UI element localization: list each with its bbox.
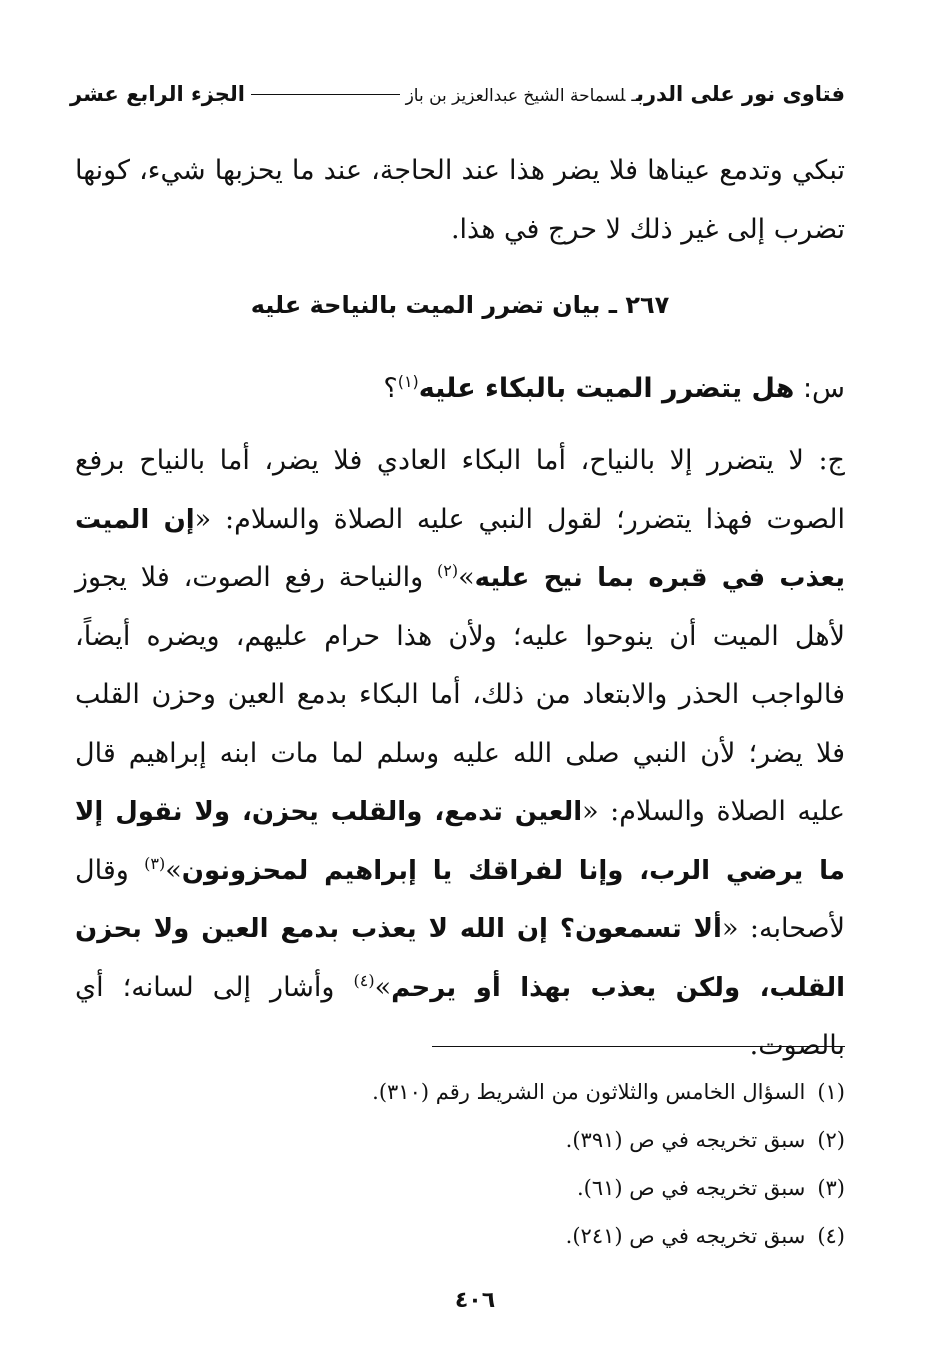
footnote-ref-2: (٢)	[437, 561, 459, 580]
header-book-title	[406, 82, 845, 106]
footnote-number: (٢)	[817, 1128, 845, 1152]
footnote-item	[75, 1164, 845, 1212]
footnote-number: (٤)	[817, 1224, 845, 1248]
footnote-ref-1: (١)	[397, 372, 419, 391]
footnote-item	[75, 1068, 845, 1116]
footnote-text: سبق تخريجه في ص (٢٤١).	[565, 1224, 806, 1248]
header-separator: ـ	[631, 86, 637, 105]
header-rule	[251, 94, 400, 95]
quote-close-2: »	[165, 854, 182, 886]
section-heading: ٢٦٧ ـ بيان تضرر الميت بالنياحة عليه	[250, 291, 670, 319]
answer-paragraph	[75, 432, 845, 1076]
footnote-text: سبق تخريجه في ص (٦١).	[576, 1176, 806, 1200]
footnote-item	[75, 1116, 845, 1164]
footnote-ref-4: (٤)	[353, 970, 375, 990]
question-prefix: س:	[802, 373, 845, 404]
hadith-quote-2: العين تدمع، والقلب يحزن، ولا نقول إلا ما يرضي الرب، وإنا لفراقك يا إبراهيم لمحزونون	[75, 797, 846, 886]
footnotes-list	[75, 1068, 845, 1260]
footnote-separator	[432, 1046, 845, 1047]
running-header	[70, 82, 845, 116]
question-text: هل يتضرر الميت بالبكاء عليه	[418, 373, 795, 404]
footnote-item	[75, 1212, 845, 1260]
page-number: ٤٠٦	[454, 1288, 496, 1313]
question-paragraph	[75, 362, 845, 416]
hadith-quote-3: ألا تسمعون؟ إن الله لا يعذب بدمع العين ولا بحزن القلب، ولكن يعذب بهذا أو يرحم	[75, 914, 845, 1003]
header-volume: الجزء الرابع عشر	[70, 82, 245, 106]
answer-text-3: وقال لأصحابه: «	[75, 854, 845, 944]
quote-close-3: »	[374, 971, 392, 1003]
footnote-number: (٣)	[817, 1176, 845, 1200]
book-title: فتاوى نور على الدرب	[636, 82, 845, 106]
question-suffix: ؟	[383, 373, 398, 404]
answer-text-4: وأشار إلى لسانه؛ أي بالصوت.	[75, 971, 845, 1061]
answer-text-2: والنياحة رفع الصوت، فلا يجوز لأهل الميت أن ينوحوا عليه؛ ولأن هذا حرام عليهم، ويضره أيضاً، فالواجب الحذر والابتعاد من ذلك، أما البكاء بدمع العين وحزن القلب فلا يضر؛ لأن النبي صلى الله عليه وسلم لما مات ابنه إبراهيم قال عليه الصلاة والسلام: «	[75, 562, 845, 827]
intro-paragraph: تبكي وتدمع عيناها فلا يضر هذا عند الحاجة، عند ما يحزبها شيء، كونها تضرب إلى غير ذلك لا حرج في هذا.	[75, 155, 845, 245]
footnote-text: سبق تخريجه في ص (٣٩١).	[565, 1128, 806, 1152]
hadith-quote-1: إن الميت يعذب في قبره بما نيح عليه	[75, 504, 845, 593]
answer-text-1: ج: لا يتضرر إلا بالنياح، أما البكاء العادي فلا يضر، أما بالنياح برفع الصوت فهذا يتضرر؛ لقول النبي عليه الصلاة والسلام: «	[75, 445, 845, 535]
header-author: لسماحة الشيخ عبدالعزيز بن باز	[405, 86, 626, 106]
footnote-text: السؤال الخامس والثلاثون من الشريط رقم (٣١٠).	[372, 1080, 806, 1104]
footnote-ref-3: (٣)	[144, 853, 166, 873]
footnote-number: (١)	[817, 1080, 845, 1104]
quote-close-1: »	[458, 562, 475, 593]
